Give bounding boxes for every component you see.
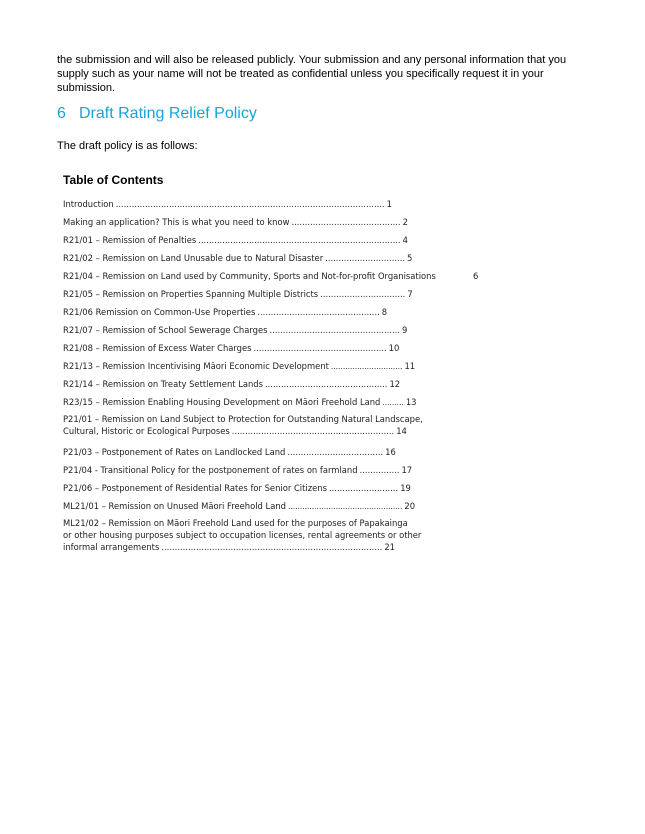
toc-entry[interactable]: P21/01 – Remission on Land Subject to Protection for Outstanding Natural Landscape, Cultural, Historic or Ecological Purposes ............................................................. 14	[63, 414, 423, 436]
toc-entry[interactable]: Making an application? This is what you need to know ......................................... 2	[63, 217, 408, 227]
toc-entry[interactable]: P21/03 – Postponement of Rates on Landlocked Land .................................... 16	[63, 447, 396, 457]
toc-entry[interactable]: R21/08 – Remission of Excess Water Charges .................................................. 10	[63, 343, 400, 353]
toc-entry[interactable]: R21/14 – Remission on Treaty Settlement Lands .............................................. 12	[63, 379, 401, 389]
intro-paragraph: the submission and will also be released publicly. Your submission and any personal information that you supply such as your name will not be treated as confidential unless you specifically request it in your submission.	[57, 54, 567, 94]
toc-entry[interactable]: P21/04 - Transitional Policy for the postponement of rates on farmland ............... 17	[63, 465, 413, 475]
toc-entry[interactable]: Introduction ..................................................................................................... 1	[63, 199, 392, 209]
toc-entry[interactable]: R23/15 – Remission Enabling Housing Development on Māori Freehold Land ......... 13	[63, 397, 417, 407]
lead-paragraph: The draft policy is as follows:	[57, 140, 198, 152]
toc-entry[interactable]: R21/07 – Remission of School Sewerage Charges ................................................. 9	[63, 325, 408, 335]
toc-entry[interactable]: R21/02 – Remission on Land Unusable due to Natural Disaster .............................. 5	[63, 253, 413, 263]
section-title: Draft Rating Relief Policy	[79, 105, 257, 122]
toc-title: Table of Contents	[63, 173, 164, 187]
toc-entry[interactable]: R21/06 Remission on Common-Use Properties .............................................. 8	[63, 307, 388, 317]
toc-entry[interactable]: ML21/01 – Remission on Unused Māori Freehold Land ................................................ 20	[63, 501, 416, 511]
toc-entry[interactable]: R21/01 – Remission of Penalties ............................................................................ 4	[63, 235, 408, 245]
toc-entry[interactable]: R21/13 – Remission Incentivising Māori Economic Development .............................. 11	[63, 361, 416, 371]
section-number: 6	[57, 105, 66, 122]
table-of-contents	[63, 197, 483, 561]
toc-entry[interactable]: R21/05 – Remission on Properties Spanning Multiple Districts ................................ 7	[63, 289, 413, 299]
toc-entry[interactable]: ML21/02 – Remission on Māori Freehold Land used for the purposes of Papakainga or other housing purposes subject to occupation licenses, rental agreements or other informal arrangements ................................................................................... 21	[63, 518, 422, 552]
toc-entry[interactable]: R21/04 – Remission on Land used by Community, Sports and Not-for-profit Organisations 6	[63, 271, 479, 281]
toc-entry[interactable]: P21/06 – Postponement of Residential Rates for Senior Citizens .......................... 19	[63, 483, 411, 493]
section-heading	[57, 105, 257, 123]
